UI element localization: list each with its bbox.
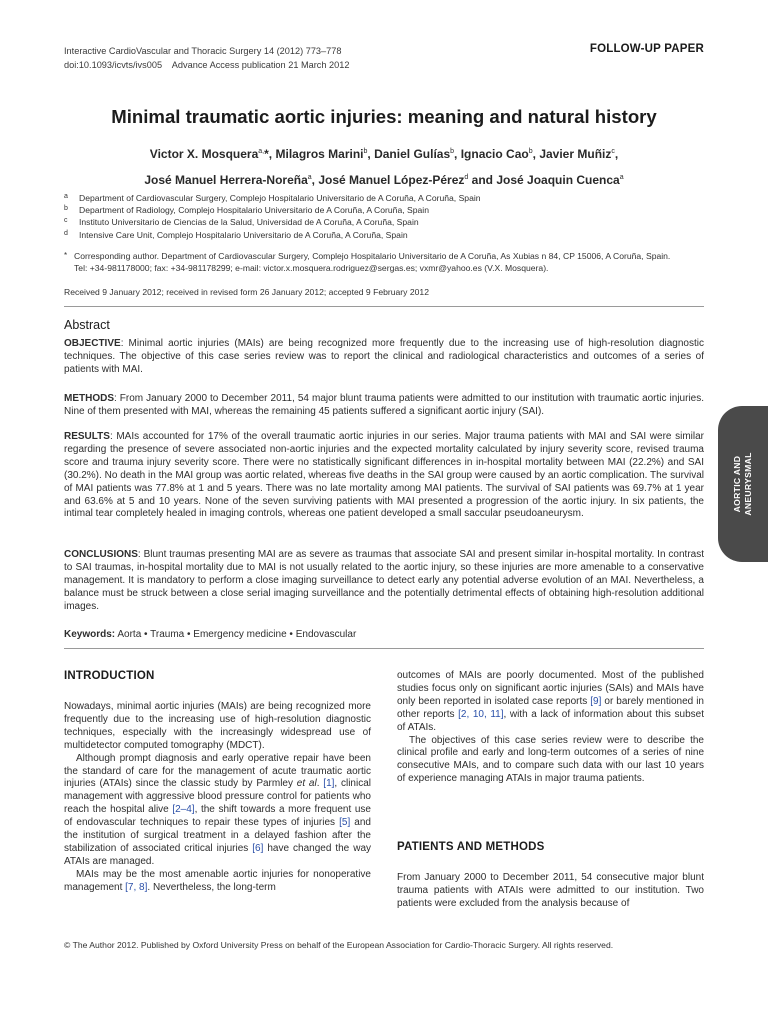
and-word: and [471,173,493,187]
section-tab-label: AORTIC AND ANEURYSMAL [732,452,753,516]
affiliation-item [64,204,704,216]
reference-link[interactable]: [5] [339,817,351,829]
keywords-label: Keywords: [64,629,116,640]
copyright-footer: © The Author 2012. Published by Oxford University Press on behalf of the European Association for Cardio-Thoracic Surgery. All rights reserved. [64,940,614,950]
author-sup: d [464,174,469,181]
article-type-badge: FOLLOW-UP PAPER [589,43,704,55]
affiliation-text: Instituto Universitario de Ciencias de la Salud, Universidad de A Coruña, A Coruña, Spain [79,217,419,228]
conclusions-text: : Blunt traumas presenting MAI are as severe as traumas that associate SAI and present similar in-hospital mortality. In contrast to SAI traumas, in-hospital mortality due to MAI is not usually related to the aortic injury, so these injuries are more amenable to a conservative management. It is mandatory to perform a close imaging surveillance to detect early any potential adverse evolution of an MAI. Nevertheless, a balance must be struck between a close serial imaging surveillance and the potentially detrimental effects of obtaining high-resolution additional images. [64,549,704,612]
methods-text: : From January 2000 to December 2011, 54 major blunt trauma patients were admitted to our institution with traumatic aortic injuries. Nine of them presented with MAI, whereas the remaining 45 patients suffered a significant aortic injury (SAI). [64,393,704,417]
affiliation-item [64,216,704,228]
section-tab [718,406,768,562]
right-column-body [397,670,704,786]
reference-link[interactable]: [6] [252,842,264,854]
author-sup: a [307,174,312,181]
affiliations [64,192,704,241]
author-list: Victor X. Mosquera$^{a,}$*, Milagros Marini$^b$, Daniel Gulías$^b$, Ignacio Cao$^b$, Javier Muñiz$^c$, José Manuel Herrera-Noreña$^a$, José Manuel López-Pérez$^d$ and José Joaquin Cuenca$^a$ [144,147,624,187]
affiliation-text: Intensive Care Unit, Complejo Hospitalario Universitario de A Coruña, A Coruña, Spain [79,229,408,240]
affiliation-sup: d [64,229,68,237]
abstract-methods [64,393,704,419]
introduction-body [64,701,371,895]
divider [64,306,704,307]
author-name[interactable]: José Joaquin Cuenca [496,173,620,187]
reference-link[interactable]: [2–4] [172,804,195,816]
reference-link[interactable]: [1] [323,778,335,790]
conclusions-label: CONCLUSIONS [64,549,138,560]
author-sup: a [619,174,624,181]
author-sup: b [528,148,533,155]
correspondence [64,250,714,274]
article-title: Minimal traumatic aortic injuries: meaning and natural history [111,106,657,127]
reference-link[interactable]: [2, 10, 11] [458,708,504,720]
divider [64,648,704,649]
doi-line: doi:10.1093/icvts/ivs005 Advance Access publication 21 March 2012 [64,60,350,70]
affiliation-sup: b [64,205,68,213]
right-paragraph-1: outcomes of MAIs are poorly documented. Most of the published studies focus only on significant aortic injuries (SAIs) and MAIs have only been reported in isolated case reports [9] or barely mentioned in other reports [2, 10, 11], with a lack of information about this subset of ATAIs. [397,670,704,733]
objective-text: : Minimal aortic injuries (MAIs) are being recognized more frequently due to the increasing use of high-resolution diagnostic techniques. The objective of this case series review was to report the clinical and radiological characteristics and outcomes of a series of patients with MAI. [64,338,704,375]
affiliation-text: Department of Radiology, Complejo Hospitalario Universitario de A Coruña, A Coruña, Spain [79,205,429,216]
correspondence-address: Corresponding author. Department of Cardiovascular Surgery, Complejo Hospitalario Universitario de A Coruña, As Xubias n 84, CP 15006, A Coruña, Spain. [74,251,671,261]
affiliation-item [64,229,704,241]
methods-body [397,872,704,911]
keywords-text: Aorta • Trauma • Emergency medicine • Endovascular [117,629,357,640]
reference-link[interactable]: [9] [590,695,602,707]
author-sup: b [450,148,455,155]
methods-paragraph-1: From January 2000 to December 2011, 54 consecutive major blunt trauma patients with ATAIs were admitted to our institution. Two patients were excluded from the analysis because of [397,872,704,909]
right-paragraph-2: The objectives of this case series review were to describe the clinical profile and early and long-term outcomes of a series of nine consecutive MAIs, and to compare such data with our last 10 years of experience managing ATAIs in major trauma patients. [397,734,704,785]
author-sup: c [611,148,615,155]
reference-link[interactable]: [7, 8] [125,881,148,893]
author-name[interactable]: Ignacio Cao [460,147,529,161]
results-text: : MAIs accounted for 17% of the overall traumatic aortic injuries in our series. Major trauma patients with MAI and SAI were similar regarding the presence of severe associated non-aortic injuries and the expected mortality calculated by injury severity score, revised trauma score and trauma injury severity score. There were no statistically significant differences in in-hospital mortality between MAI (22.2%) and SAI (30.2%). No death in the MAI group was aortic related, whereas five deaths in the SAI group were caused by an aortic complication. The survival of MAI patients was 77.8% at 1 and 5 years. There was no late mortality among MAI patients. The survival of SAI patients was 69.7% at 1 year and 63.6% at 5 and 10 years. None of the seven surviving patients with MAI presented a progression of the aortic injury. In six patients, the intimal tear completely healed in imaging controls, whereas one patient developed a small saccular pseudoaneurysm. [64,431,704,520]
author-name[interactable]: Milagros Marini [275,147,364,161]
author-sup: a, [258,148,265,155]
objective-label: OBJECTIVE [64,338,121,349]
received-dates: Received 9 January 2012; received in revised form 26 January 2012; accepted 9 February 2012 [64,287,429,297]
methods-label: METHODS [64,393,114,404]
correspondence-star: * [64,251,68,260]
correspondence-contact[interactable]: Tel: +34-981178000; fax: +34-981178299; e-mail: victor.x.mosquera.rodriguez@sergas.es; vxmr@yahoo.es (V.X. Mosquera). [74,263,549,274]
affiliation-item [64,192,704,204]
abstract-results [64,431,704,521]
author-name[interactable]: José Manuel López-Pérez [318,173,465,187]
patients-methods-heading: PATIENTS AND METHODS [397,841,545,853]
results-label: RESULTS [64,431,110,442]
corresponding-star: * [264,147,269,161]
author-name[interactable]: Daniel Gulías [374,147,451,161]
intro-paragraph-1: Nowadays, minimal aortic injuries (MAIs) are being recognized more frequently due to the increasing use of high-resolution diagnostic techniques, especially with the increasingly widespread use of multidetector computed tomography (MDCT). [64,701,371,751]
keywords [64,629,356,640]
intro-paragraph-3: MAIs may be the most amenable aortic injuries for nonoperative management [7, 8]. Nevertheless, the long-term [64,868,371,893]
abstract-heading: Abstract [64,318,110,332]
affiliation-sup: c [64,217,68,225]
author-name[interactable]: Javier Muñiz [539,147,612,161]
affiliation-sup: a [64,193,68,200]
intro-paragraph-2: Although prompt diagnosis and early operative repair have been the standard of care for the management of acute traumatic aortic injuries (ATAIs) since the classic study by Parmley et al. [1], clinical management with aggressive blood pressure control for patients who reach the hospital alive [2–4], the shift towards a more frequent use of endovascular techniques to repair these types of injuries [5] and the institution of surgical treatment in a delayed fashion after the stabilization of associated critical injuries [6] have changed the way ATAIs are managed. [64,752,371,867]
author-name[interactable]: Victor X. Mosquera [149,147,259,161]
affiliation-text: Department of Cardiovascular Surgery, Complejo Hospitalario Universitario de A Coruña, A Coruña, Spain [79,193,481,203]
author-name[interactable]: José Manuel Herrera-Noreña [144,173,308,187]
introduction-heading: INTRODUCTION [64,670,155,682]
abstract-conclusions [64,549,704,614]
author-sup: b [363,148,368,155]
abstract-objective [64,338,704,377]
journal-citation: Interactive CardioVascular and Thoracic Surgery 14 (2012) 773–778 [64,46,342,56]
journal-header [64,44,350,72]
